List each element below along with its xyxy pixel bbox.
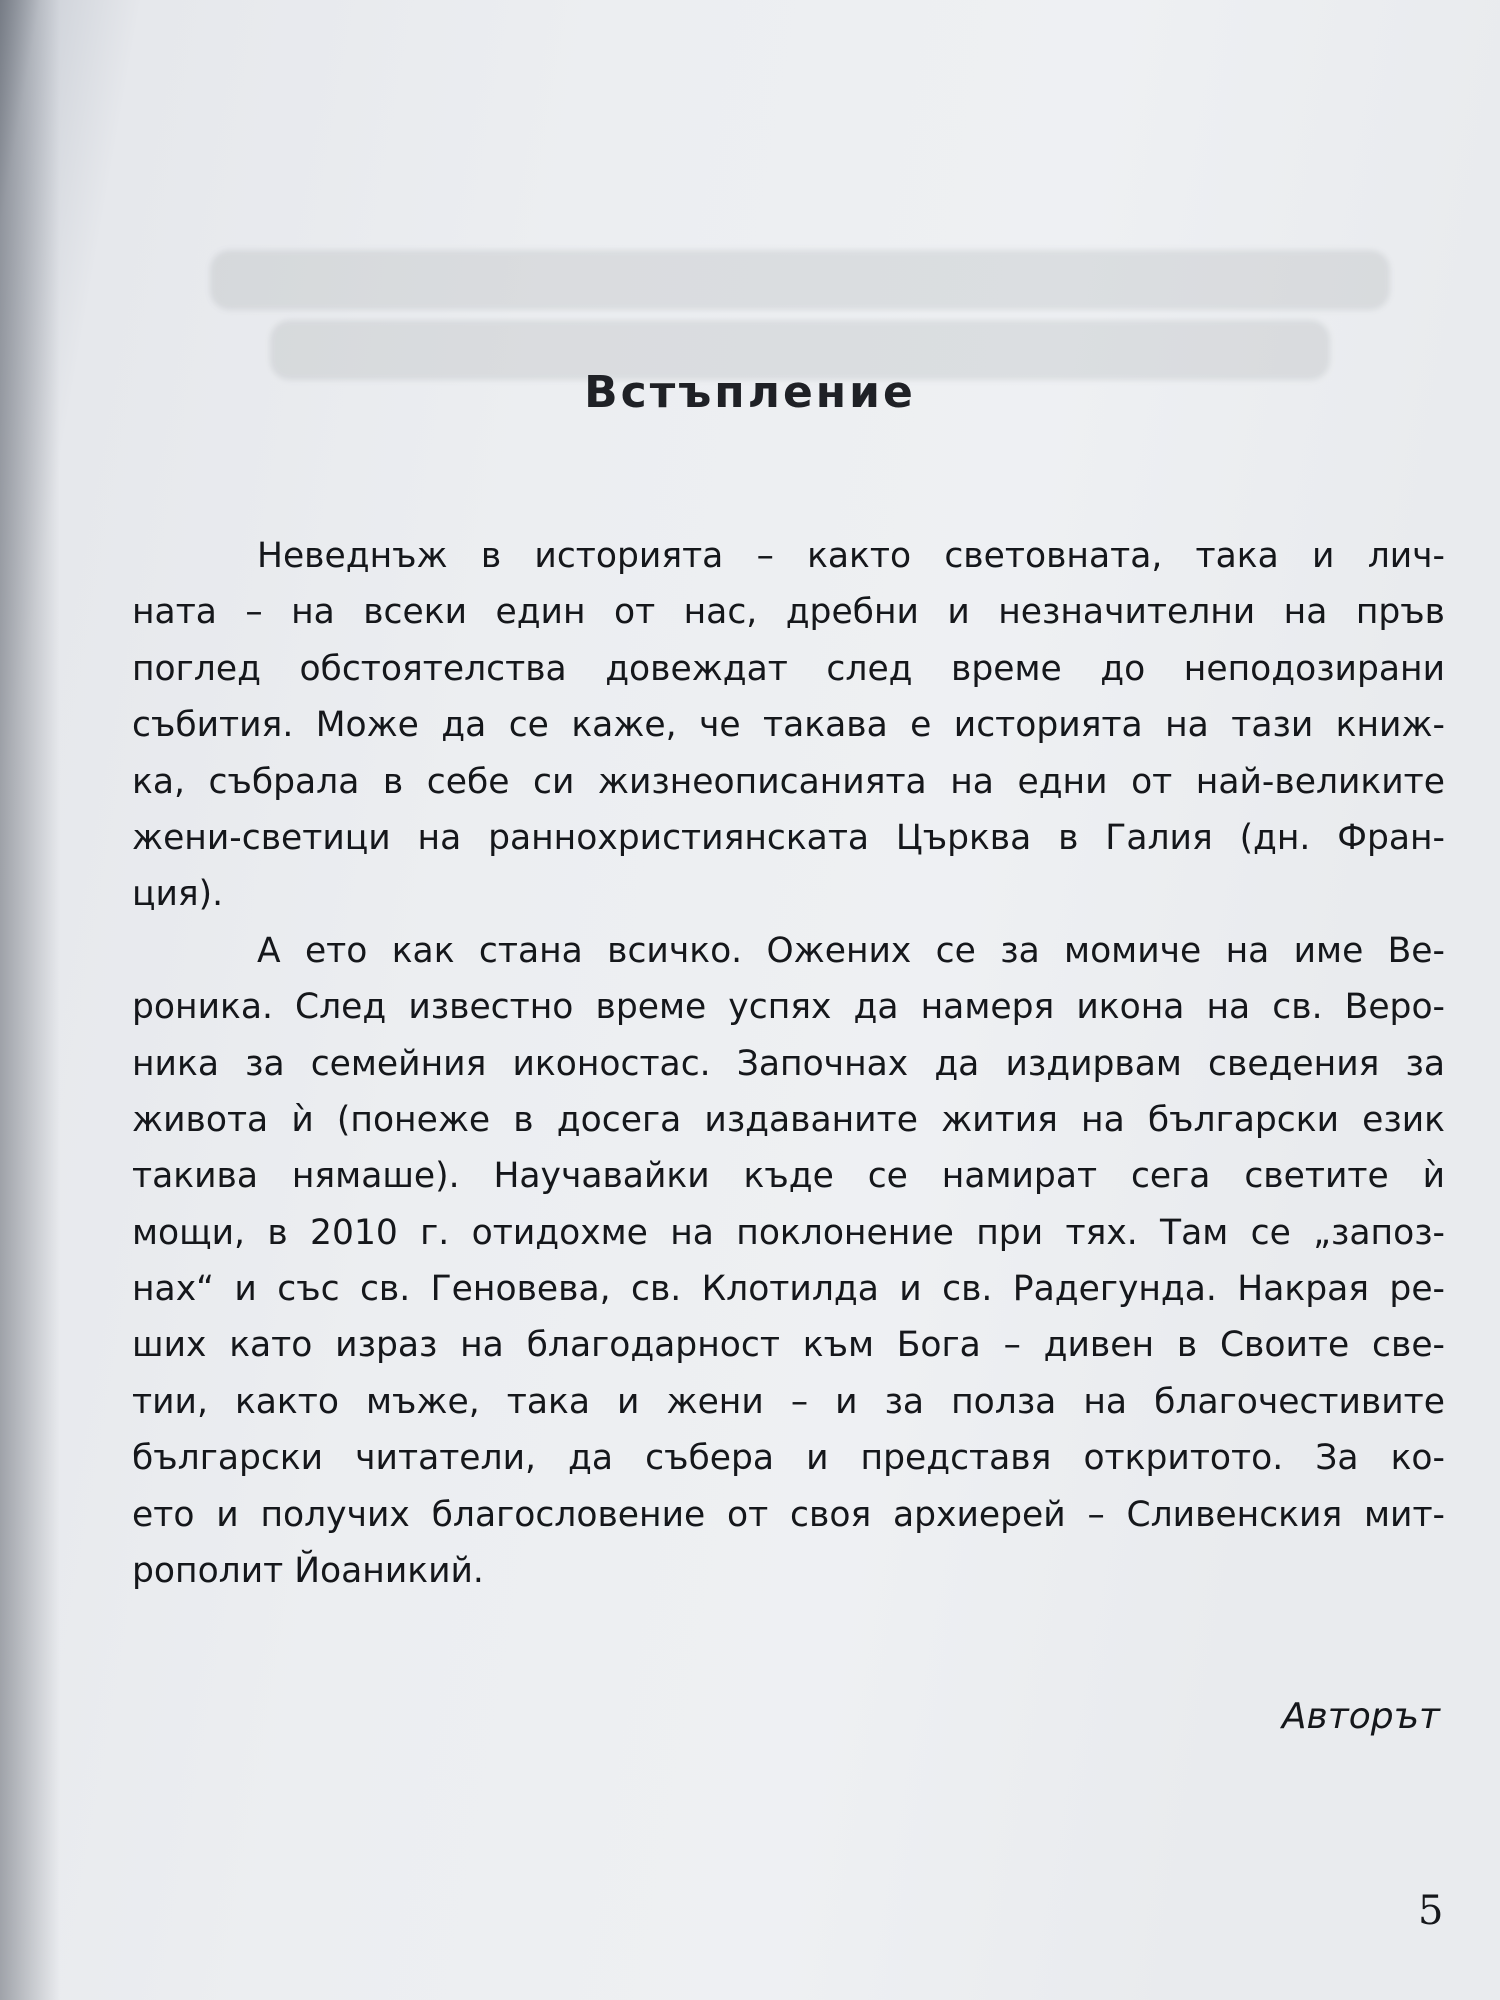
text-line: жени-светици на раннохристиянската Църква в Галия (дн. Фран-	[132, 817, 1445, 858]
page-title: Встъпление	[584, 367, 916, 419]
text-line: български читатели, да събера и представя откритото. За ко-	[132, 1438, 1445, 1479]
text-line: рополит Йоаникий.	[132, 1551, 484, 1592]
text-line: ето и получих благословение от своя архиерей – Сливенския мит-	[132, 1494, 1445, 1535]
body-text	[132, 528, 1445, 1599]
text-line: ка, събрала в себе си жизнеописанията на едни от най-великите	[132, 761, 1445, 802]
text-line: А ето как стана всичко. Ожених се за момиче на име Ве-	[257, 930, 1445, 971]
text-line: ната – на всеки един от нас, дребни и незначителни на пръв	[132, 592, 1445, 633]
page-number: 5	[1418, 1888, 1444, 1934]
text-line: тии, както мъже, така и жени – и за полза на благочестивите	[132, 1381, 1445, 1422]
text-line: мощи, в 2010 г. отидохме на поклонение при тях. Там се „запоз-	[132, 1212, 1445, 1253]
text-line: такива нямаше). Научавайки къде се намират сега светите ѝ	[132, 1156, 1445, 1197]
text-line: събития. Може да се каже, че такава е историята на тази книж-	[132, 705, 1445, 746]
text-line: нах“ и със св. Геновева, св. Клотилда и св. Радегунда. Накрая ре-	[132, 1269, 1445, 1310]
text-line: ших като израз на благодарност към Бога – дивен в Своите све-	[132, 1325, 1445, 1366]
text-line: ника за семейния иконостас. Започнах да издирвам сведения за	[132, 1043, 1445, 1084]
text-line: поглед обстоятелства довеждат след време до неподозирани	[132, 648, 1445, 689]
text-line: роника. След известно време успях да намеря икона на св. Веро-	[132, 987, 1445, 1028]
text-line: живота ѝ (понеже в досега издаваните жития на български език	[132, 1099, 1445, 1140]
text-line: ция).	[132, 874, 224, 915]
author-signature: Авторът	[1281, 1696, 1440, 1737]
text-line: Неведнъж в историята – както световната, така и лич-	[257, 536, 1445, 576]
page-gutter-shadow	[0, 0, 60, 2000]
